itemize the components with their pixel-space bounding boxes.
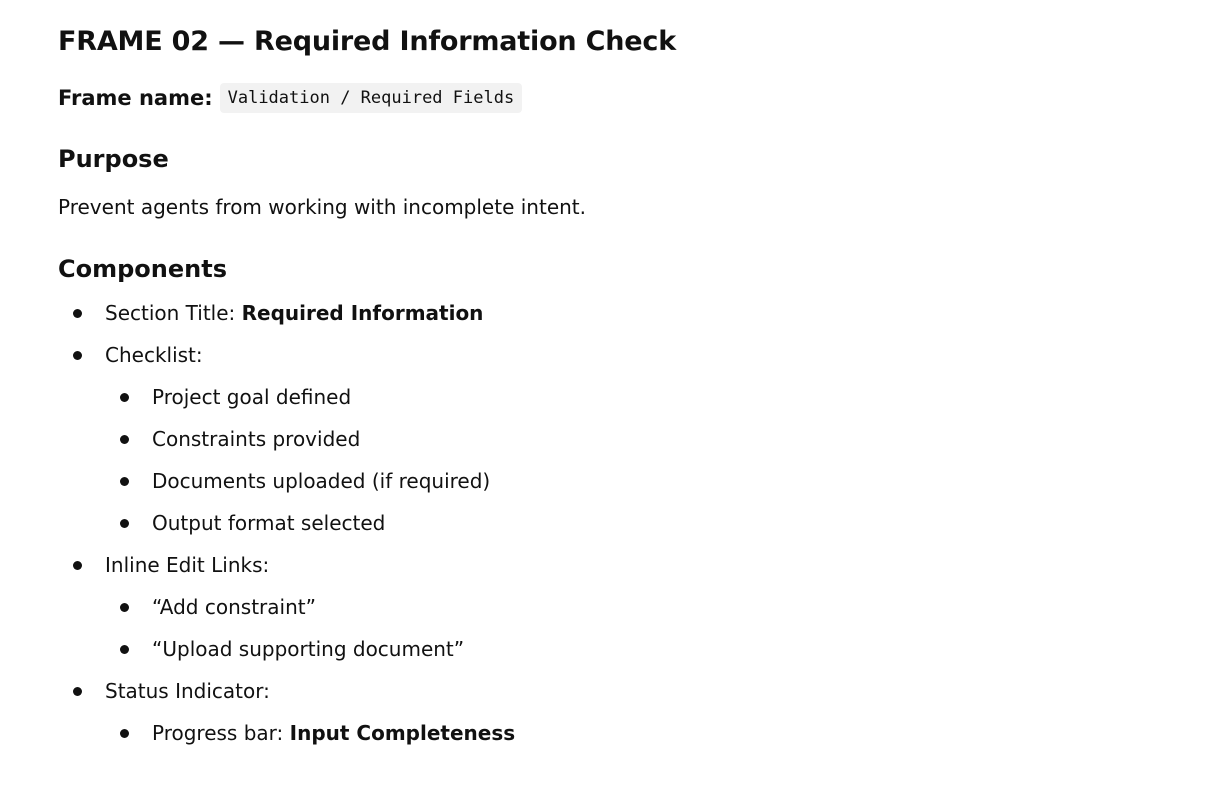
list-item-inline-edit-links xyxy=(58,550,1178,664)
progress-bar-label: Progress bar: xyxy=(152,721,290,745)
page-title: FRAME 02 — Required Information Check xyxy=(58,26,676,57)
purpose-text: Prevent agents from working with incomplete intent. xyxy=(58,195,586,219)
components-heading: Components xyxy=(58,255,227,283)
list-item: Documents uploaded (if required) xyxy=(105,466,1178,496)
progress-bar-value: Input Completeness xyxy=(289,721,516,745)
list-item: “Add constraint” xyxy=(105,592,1178,622)
list-item-progress-bar xyxy=(105,718,1178,748)
frame-name-row xyxy=(58,82,1178,114)
status-indicator-label: Status Indicator: xyxy=(105,679,270,703)
inline-edit-links-items xyxy=(105,592,1178,664)
section-title-label: Section Title: xyxy=(105,301,242,325)
purpose-heading: Purpose xyxy=(58,145,169,173)
list-item-status-indicator xyxy=(58,676,1178,748)
frame-name-label: Frame name: xyxy=(58,86,213,110)
list-item: “Upload supporting document” xyxy=(105,634,1178,664)
list-item-checklist xyxy=(58,340,1178,538)
list-item: Output format selected xyxy=(105,508,1178,538)
list-item: Constraints provided xyxy=(105,424,1178,454)
inline-edit-links-label: Inline Edit Links: xyxy=(105,553,270,577)
list-item: Project goal defined xyxy=(105,382,1178,412)
section-title-value: Required Information xyxy=(241,301,484,325)
document xyxy=(58,22,1178,760)
checklist-items xyxy=(105,382,1178,538)
checklist-label: Checklist: xyxy=(105,343,203,367)
list-item-section-title xyxy=(58,298,1178,328)
status-indicator-items xyxy=(105,718,1178,748)
frame-name-code: Validation / Required Fields xyxy=(220,83,523,113)
components-list xyxy=(58,298,1178,748)
